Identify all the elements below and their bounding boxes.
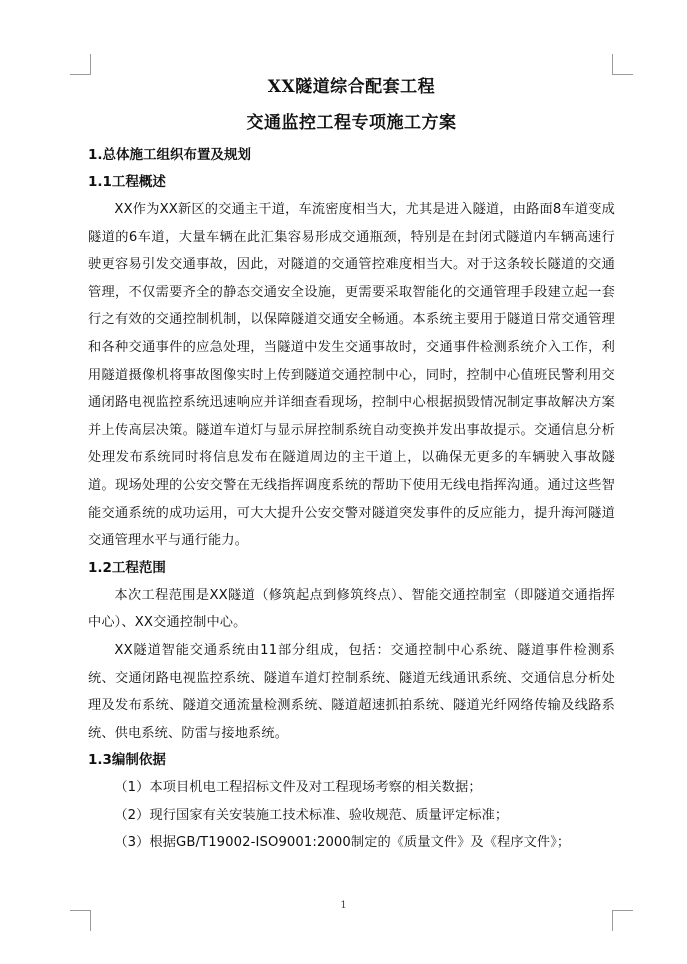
basis-item-2: （2）现行国家有关安装施工技术标准、验收规范、质量评定标准； (114, 807, 509, 823)
document-title: XX隧道综合配套工程 (267, 77, 436, 97)
document-subtitle: 交通监控工程专项施工方案 (246, 113, 457, 133)
page-number: 1 (340, 900, 347, 911)
scope-paragraph-2: XX隧道智能交通系统由11部分组成，包括：交通控制中心系统、隧道事件检测系统、交通闭路电视监控系统、隧道车道灯控制系统、隧道无线通讯系统、交通信息分析处理及发布系统、隧道交通流量检测系统、隧道超速抓拍系统、隧道光纤网络传输及线路系统、供电系统、防雷与接地系统。 (88, 642, 615, 741)
basis-item-1: （1）本项目机电工程招标文件及对工程现场考察的相关数据； (114, 780, 482, 796)
scope-paragraph-1: 本次工程范围是XX隧道（修筑起点到修筑终点）、智能交通控制室（即隧道交通指挥中心）、XX交通控制中心。 (88, 587, 615, 631)
document-body (88, 70, 615, 857)
section-heading-1-3: 1.3编制依据 (88, 752, 166, 769)
crop-mark-bottom-left (70, 910, 91, 931)
section-heading-1: 1.总体施工组织布置及规划 (88, 147, 252, 163)
section-heading-1-2: 1.2工程范围 (88, 559, 166, 576)
overview-paragraph: XX作为XX新区的交通主干道，车流密度相当大，尤其是进入隧道，由路面8车道变成隧道的6车道，大量车辆在此汇集容易形成交通瓶颈，特别是在封闭式隧道内车辆高速行驶更容易引发交通事故，因此，对隧道的交通管控难度相当大。对于这条较长隧道的交通管理，不仅需要齐全的静态交通安全设施，更需要采取智能化的交通管理手段建立起一套行之有效的交通控制机制，以保障隧道交通安全畅通。本系统主要用于隧道日常交通管理和各种交通事件的应急处理，当隧道中发生交通事故时，交通事件检测系统介入工作，利用隧道摄像机将事故图像实时上传到隧道交通控制中心，同时，控制中心值班民警利用交通闭路电视监控系统迅速响应并详细查看现场，控制中心根据损毁情况制定事故解决方案并上传高层决策。隧道车道灯与显示屏控制系统自动变换并发出事故提示。交通信息分析处理发布系统同时将信息发布在隧道周边的主干道上，以确保无更多的车辆驶入事故隧道。现场处理的公安交警在无线指挥调度系统的帮助下使用无线电指挥沟通。通过这些智能交通系统的成功运用，可大大提升公安交警对隧道突发事件的反应能力，提升海河隧道交通管理水平与通行能力。 (88, 202, 615, 549)
crop-mark-top-right (612, 54, 633, 75)
basis-item-3: （3）根据GB/T19002-ISO9001:2000制定的《质量文件》及《程序文件》； (114, 835, 571, 851)
section-heading-1-1: 1.1工程概述 (88, 174, 166, 190)
crop-mark-bottom-right (612, 910, 633, 931)
